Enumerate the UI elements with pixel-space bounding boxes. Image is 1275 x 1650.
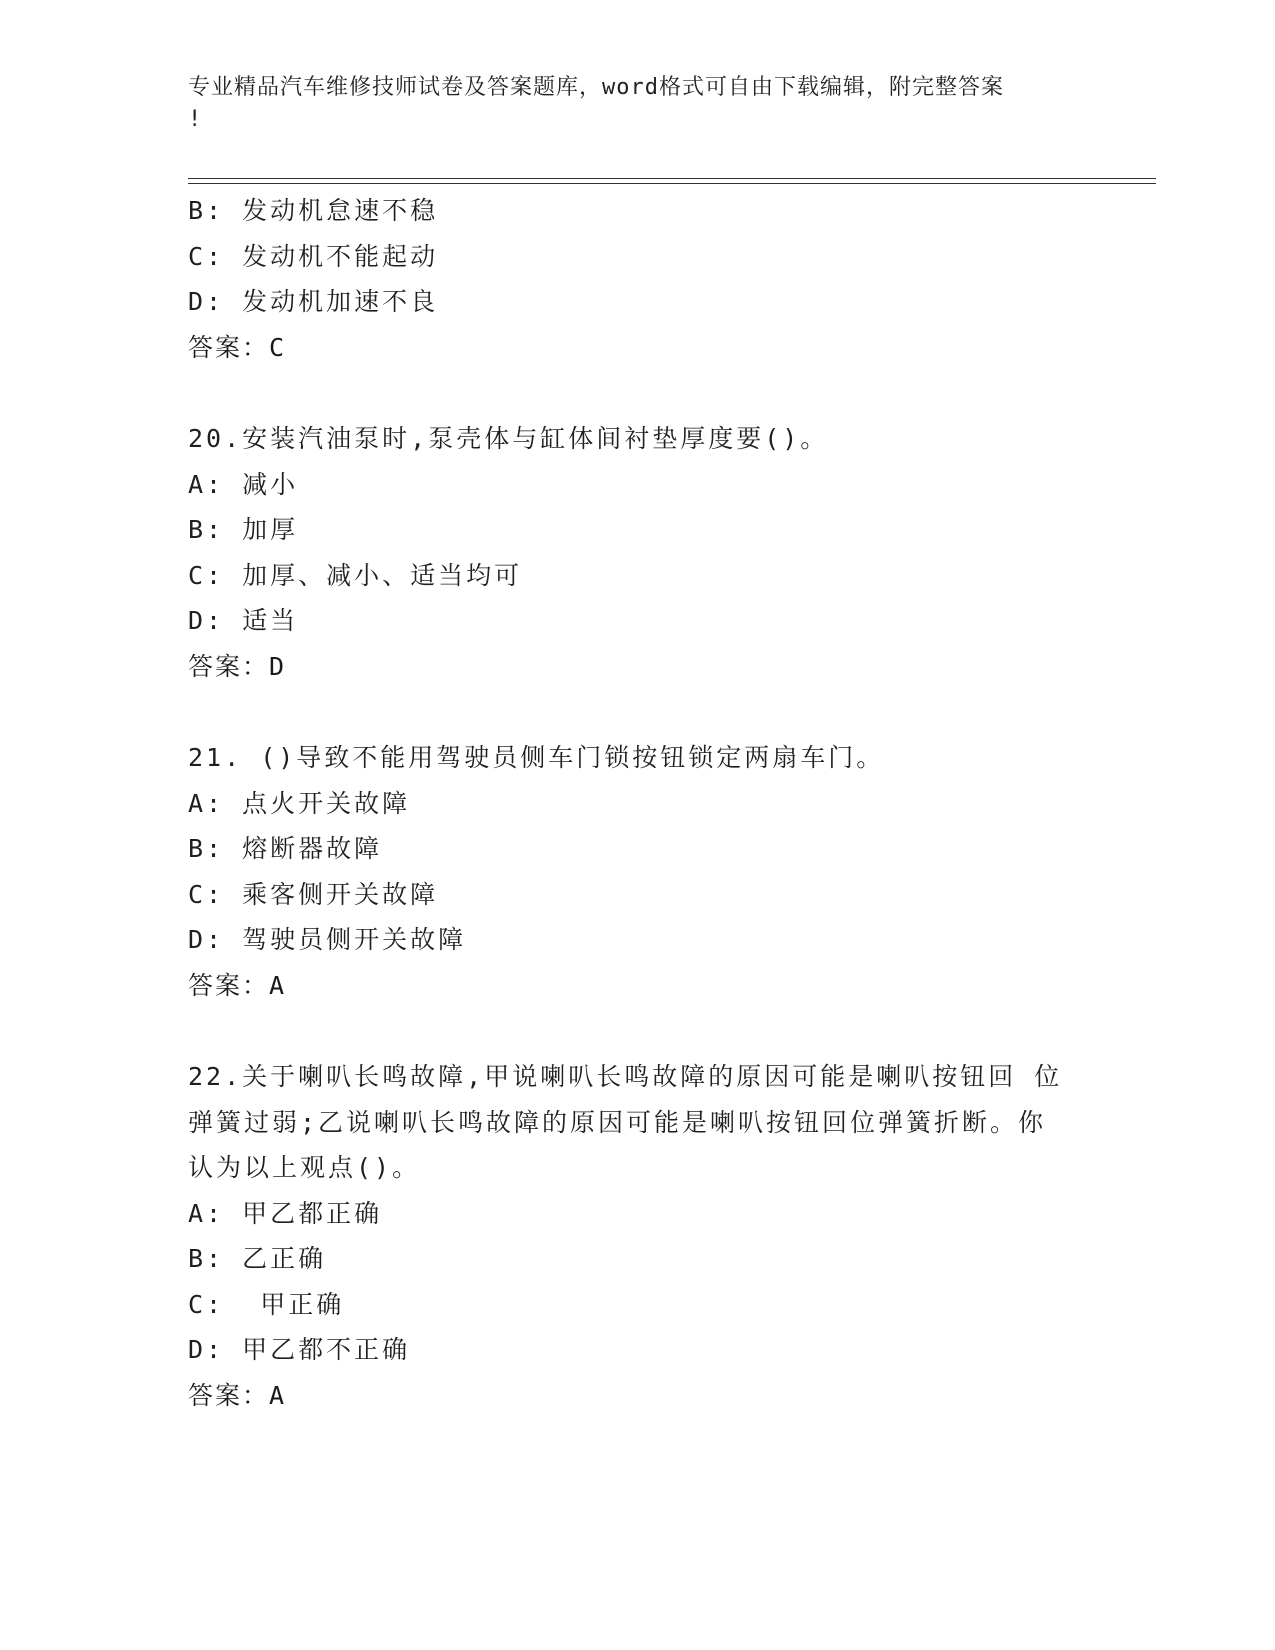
answer-line [188, 963, 1088, 1009]
option-a: A: 甲乙都正确 [188, 1198, 383, 1228]
spacer [188, 1008, 1088, 1054]
document-body [188, 188, 1088, 1418]
answer-label: 答案： [188, 332, 270, 362]
option-b: B: 加厚 [188, 515, 299, 544]
option-b: B: 熔断器故障 [188, 834, 383, 863]
spacer [188, 370, 1088, 416]
answer-line [188, 1373, 1088, 1419]
question-22 [188, 1054, 1088, 1418]
question-text: 21. ()导致不能用驾驶员侧车门锁按钮锁定两扇车门。 [188, 743, 885, 772]
option-d: D: 驾驶员侧开关故障 [188, 925, 467, 954]
header-divider-bottom [188, 183, 1156, 184]
option-d: D: 适当 [188, 606, 299, 635]
answer-label: 答案： [188, 970, 270, 1000]
answer-value: A [269, 1380, 286, 1410]
answer-line [188, 644, 1088, 690]
header-line-2: ! [188, 107, 203, 132]
option-d: D: 甲乙都不正确 [188, 1335, 411, 1364]
option-d: D: 发动机加速不良 [188, 287, 439, 316]
header-line-1: 专业精品汽车维修技师试卷及答案题库，word格式可自由下载编辑，附完整答案 [188, 75, 1004, 100]
option-a: A: 点火开关故障 [188, 788, 411, 818]
answer-label: 答案： [188, 651, 270, 681]
question-20 [188, 416, 1088, 689]
question-21 [188, 735, 1088, 1008]
page-header [188, 72, 1068, 136]
header-divider-top [188, 178, 1156, 179]
answer-label: 答案： [188, 1380, 270, 1410]
question-text-line-1: 22.关于喇叭长鸣故障,甲说喇叭长鸣故障的原因可能是喇叭按钮回 位 [188, 1062, 1063, 1091]
spacer [188, 689, 1088, 735]
option-c: C: 乘客侧开关故障 [188, 879, 439, 909]
answer-value: A [269, 970, 286, 1000]
answer-line [188, 325, 1088, 371]
answer-value: D [269, 651, 286, 681]
answer-value: C [269, 332, 286, 362]
question-text-line-2: 弹簧过弱;乙说喇叭长鸣故障的原因可能是喇叭按钮回位弹簧折断。你 [188, 1107, 1047, 1137]
option-b: B: 发动机怠速不稳 [188, 196, 439, 225]
option-b: B: 乙正确 [188, 1244, 327, 1273]
option-c: C: 甲正确 [188, 1289, 345, 1319]
question-text: 20.安装汽油泵时,泵壳体与缸体间衬垫厚度要()。 [188, 424, 829, 453]
option-a: A: 减小 [188, 469, 299, 499]
question-text-line-3: 认为以上观点()。 [188, 1153, 421, 1182]
question-19-continued [188, 188, 1088, 370]
option-c: C: 发动机不能起动 [188, 241, 439, 271]
option-c: C: 加厚、减小、适当均可 [188, 560, 523, 590]
